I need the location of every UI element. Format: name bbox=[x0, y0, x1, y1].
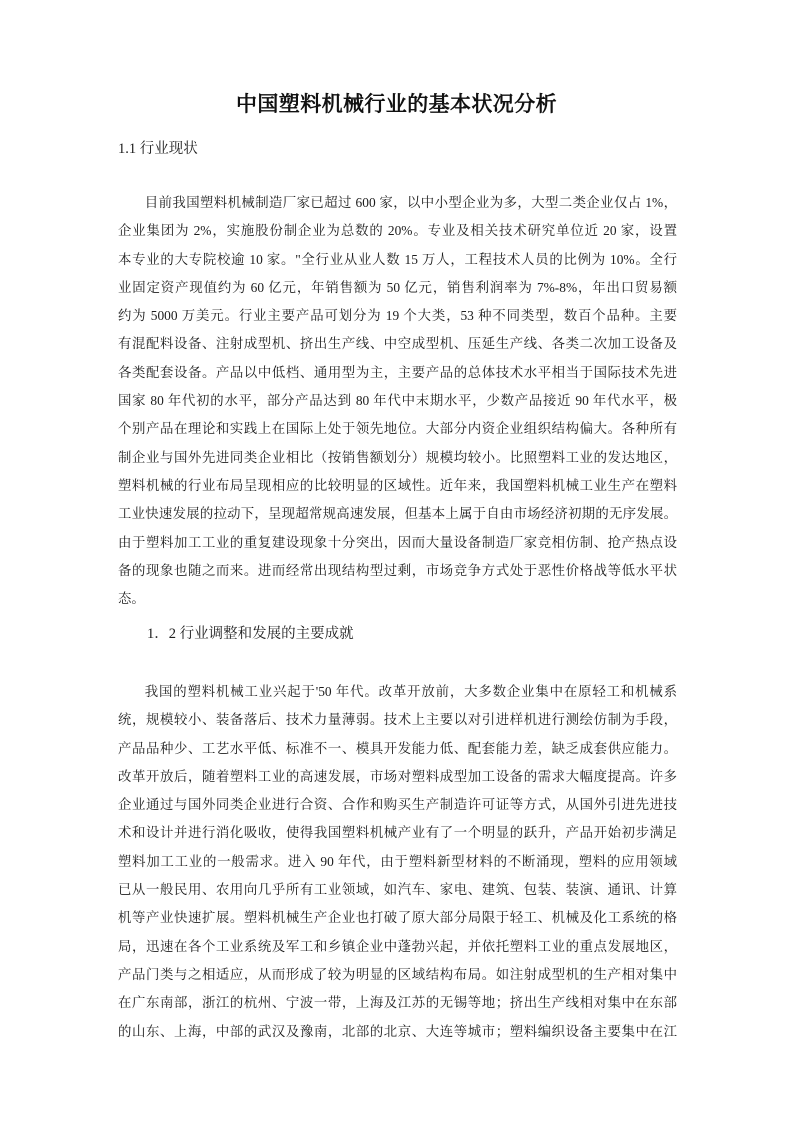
text-line: 目前我国塑料机械制造厂家已超过 600 家，以中小型企业为多，大型二类企业仅占 1%， bbox=[144, 195, 677, 210]
text-line: 统，规模较小、装备落后、技术力量薄弱。技术上主要以对引进样机进行测绘仿制为手段， bbox=[118, 712, 677, 728]
text-line: 态。 bbox=[118, 591, 145, 607]
text-line: 的山东、上海，中部的武汉及豫南，北部的北京、大连等城市；塑料编织设备主要集中在江 bbox=[118, 1023, 677, 1039]
text-line: 局，迅速在各个工业系统及军工和乡镇企业中蓬勃兴起，并依托塑料工业的重点发展地区， bbox=[118, 938, 677, 954]
section-2-paragraph bbox=[118, 678, 677, 1046]
text-line: 本专业的大专院校逾 10 家。"全行业从业人数 15 万人，工程技术人员的比例为 10%。全行 bbox=[118, 251, 677, 267]
text-line: 机等产业快速扩展。塑料机械生产企业也打破了原大部分局限于轻工、机械及化工系统的格 bbox=[118, 910, 677, 926]
text-line: 国家 80 年代初的水平，部分产品达到 80 年代中末期水平，少数产品接近 90 年代水平，极 bbox=[118, 393, 677, 409]
text-line: 塑料机械的行业布局呈现相应的比较明显的区域性。近年来，我国塑料机械工业生产在塑料 bbox=[118, 477, 677, 493]
section-1-paragraph bbox=[118, 189, 677, 613]
text-line: 各类配套设备。产品以中低档、通用型为主，主要产品的总体技术水平相当于国际技术先进 bbox=[118, 364, 677, 380]
text-line: 产品品种少、工艺水平低、标准不一、模具开发能力低、配套能力差，缺乏成套供应能力。 bbox=[118, 740, 677, 756]
text-line: 企业通过与国外同类企业进行合资、合作和购买生产制造许可证等方式，从国外引进先进技 bbox=[118, 797, 677, 813]
text-line: 企业集团为 2%，实施股份制企业为总数的 20%。专业及相关技术研究单位近 20 家，设置 bbox=[118, 223, 677, 239]
text-line: 制企业与国外先进同类企业相比（按销售额划分）规模均较小。比照塑料工业的发达地区， bbox=[118, 449, 677, 465]
text-line: 塑料加工工业的一般需求。进入 90 年代，由于塑料新型材料的不断涌现，塑料的应用领域 bbox=[118, 853, 677, 869]
text-line: 已从一般民用、农用向几乎所有工业领域，如汽车、家电、建筑、包装、装演、通讯、计算 bbox=[118, 882, 677, 898]
text-line: 产品门类与之相适应，从而形成了较为明显的区域结构布局。如注射成型机的生产相对集中 bbox=[118, 966, 677, 982]
section-1-heading: 1.1 行业现状 bbox=[118, 141, 198, 157]
section-2-heading: 1．2 行业调整和发展的主要成就 bbox=[147, 626, 354, 642]
text-line: 有混配料设备、注射成型机、挤出生产线、中空成型机、压延生产线、各类二次加工设备及 bbox=[118, 336, 677, 352]
text-line: 约为 5000 万美元。行业主要产品可划分为 19 个大类，53 种不同类型，数百个品种。主要 bbox=[118, 308, 677, 324]
text-line: 在广东南部，浙江的杭州、宁波一带，上海及江苏的无锡等地；挤出生产线相对集中在东部 bbox=[118, 995, 677, 1011]
text-line: 由于塑料加工工业的重复建设现象十分突出，因而大量设备制造厂家竞相仿制、抢产热点设 bbox=[118, 534, 677, 550]
text-line: 术和设计并进行消化吸收，使得我国塑料机械产业有了一个明显的跃升，产品开始初步满足 bbox=[118, 825, 677, 841]
text-line: 工业快速发展的拉动下，呈现超常规高速发展，但基本上属于自由市场经济初期的无序发展。 bbox=[118, 506, 677, 522]
text-line: 业固定资产现值约为 60 亿元，年销售额为 50 亿元，销售利润率为 7%-8%，年出口贸易额 bbox=[118, 279, 677, 295]
document-title: 中国塑料机械行业的基本状况分析 bbox=[236, 93, 557, 116]
text-line: 我国的塑料机械工业兴起于'50 年代。改革开放前，大多数企业集中在原轻工和机械系 bbox=[144, 684, 677, 699]
text-line: 个别产品在理论和实践上在国际上处于领先地位。大部分内资企业组织结构偏大。各种所有 bbox=[118, 421, 677, 437]
text-line: 备的现象也随之而来。进而经常出现结构型过剩，市场竞争方式处于恶性价格战等低水平状 bbox=[118, 562, 677, 578]
text-line: 改革开放后，随着塑料工业的高速发展，市场对塑料成型加工设备的需求大幅度提高。许多 bbox=[118, 768, 677, 784]
